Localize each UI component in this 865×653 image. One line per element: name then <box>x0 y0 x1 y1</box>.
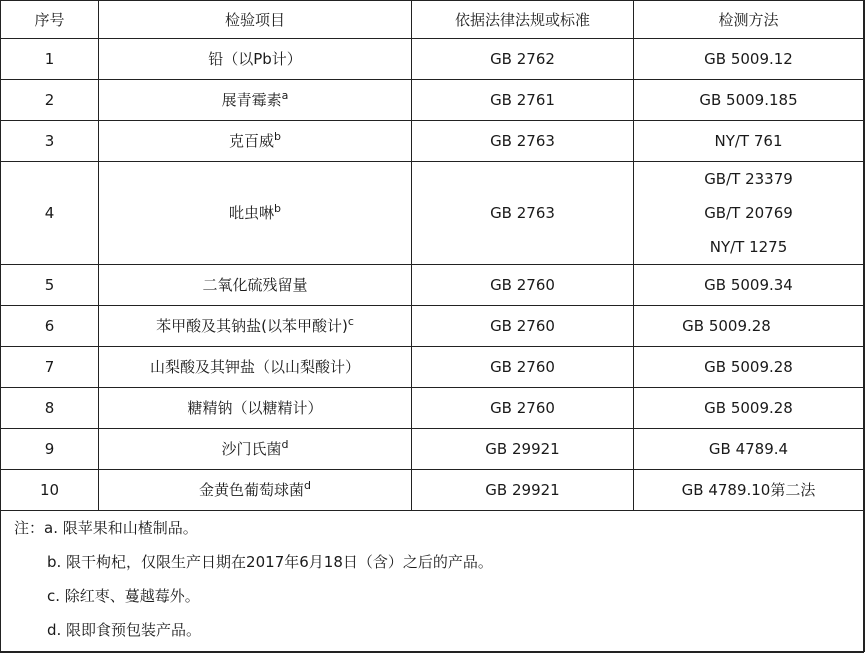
cell-method: NY/T 761 <box>634 121 864 162</box>
cell-item <box>99 388 412 429</box>
cell-basis: GB 2760 <box>412 306 634 347</box>
header-item: 检验项目 <box>99 1 412 39</box>
cell-no: 6 <box>1 306 99 347</box>
item-text: 山梨酸及其钾盐（以山梨酸计） <box>149 358 360 376</box>
footnote-mark: c <box>347 315 354 328</box>
cell-method: GB 5009.185 <box>634 80 864 121</box>
cell-item <box>99 39 412 80</box>
header-row <box>1 1 864 39</box>
cell-no: 7 <box>1 347 99 388</box>
footnote-mark: b <box>274 130 281 143</box>
cell-basis: GB 2761 <box>412 80 634 121</box>
item-text: 苯甲酸及其钠盐(以苯甲酸计) <box>156 317 348 335</box>
table-row <box>1 39 864 80</box>
cell-no: 4 <box>1 162 99 265</box>
item-text: 糖精钠（以糖精计） <box>187 399 323 417</box>
cell-method: GB 5009.12 <box>634 39 864 80</box>
footnote-mark: a <box>281 89 289 102</box>
cell-basis: GB 2762 <box>412 39 634 80</box>
cell-item <box>99 347 412 388</box>
table-row <box>1 265 864 306</box>
table-row <box>1 470 864 511</box>
table-row <box>1 429 864 470</box>
cell-method <box>634 306 864 347</box>
note-a: 注：a. 限苹果和山楂制品。 <box>14 519 198 537</box>
cell-basis: GB 2760 <box>412 347 634 388</box>
note-b: b. 限干枸杞，仅限生产日期在2017年6月18日（含）之后的产品。 <box>47 553 493 571</box>
cell-method: GB 5009.28 <box>634 347 864 388</box>
cell-item <box>99 429 412 470</box>
cell-no: 10 <box>1 470 99 511</box>
item-text: 沙门氏菌 <box>221 440 282 458</box>
footnote-mark: d <box>281 438 289 451</box>
cell-no: 8 <box>1 388 99 429</box>
cell-no: 9 <box>1 429 99 470</box>
method-line: GB/T 20769 <box>704 204 793 222</box>
notes-cell <box>1 511 864 653</box>
cell-item <box>99 162 412 265</box>
table-row <box>1 388 864 429</box>
cell-basis: GB 29921 <box>412 470 634 511</box>
header-method: 检测方法 <box>634 1 864 39</box>
cell-basis: GB 2763 <box>412 121 634 162</box>
item-text: 吡虫啉 <box>229 204 275 222</box>
method-line: GB/T 23379 <box>704 170 793 188</box>
cell-basis: GB 29921 <box>412 429 634 470</box>
table-row <box>1 80 864 121</box>
note-c: c. 除红枣、蔓越莓外。 <box>47 587 200 605</box>
method-text: GB 5009.28 <box>682 317 771 335</box>
item-text: 铅（以Pb计） <box>208 50 302 68</box>
cell-method: GB 5009.28 <box>634 388 864 429</box>
cell-method <box>634 162 864 265</box>
note-d: d. 限即食预包装产品。 <box>47 621 202 639</box>
cell-item <box>99 470 412 511</box>
item-text: 克百威 <box>229 132 275 150</box>
cell-item <box>99 80 412 121</box>
footnote-mark: d <box>304 479 311 492</box>
item-text: 展青霉素 <box>221 91 282 109</box>
header-no: 序号 <box>1 1 99 39</box>
cell-item <box>99 306 412 347</box>
cell-no: 3 <box>1 121 99 162</box>
cell-no: 1 <box>1 39 99 80</box>
item-text: 金黄色葡萄球菌 <box>199 481 305 499</box>
cell-no: 5 <box>1 265 99 306</box>
item-text: 二氧化硫残留量 <box>202 276 308 294</box>
table-row <box>1 306 864 347</box>
cell-basis: GB 2760 <box>412 265 634 306</box>
header-basis: 依据法律法规或标准 <box>412 1 634 39</box>
cell-basis: GB 2760 <box>412 388 634 429</box>
cell-method: GB 4789.4 <box>634 429 864 470</box>
table-row <box>1 347 864 388</box>
cell-item <box>99 121 412 162</box>
table-row <box>1 121 864 162</box>
cell-no: 2 <box>1 80 99 121</box>
footnote-mark: b <box>274 202 281 215</box>
cell-method: GB 4789.10第二法 <box>634 470 864 511</box>
method-line: NY/T 1275 <box>709 238 788 256</box>
cell-method: GB 5009.34 <box>634 265 864 306</box>
cell-item <box>99 265 412 306</box>
table-row <box>1 162 864 265</box>
cell-basis: GB 2763 <box>412 162 634 265</box>
notes-row <box>1 511 864 653</box>
